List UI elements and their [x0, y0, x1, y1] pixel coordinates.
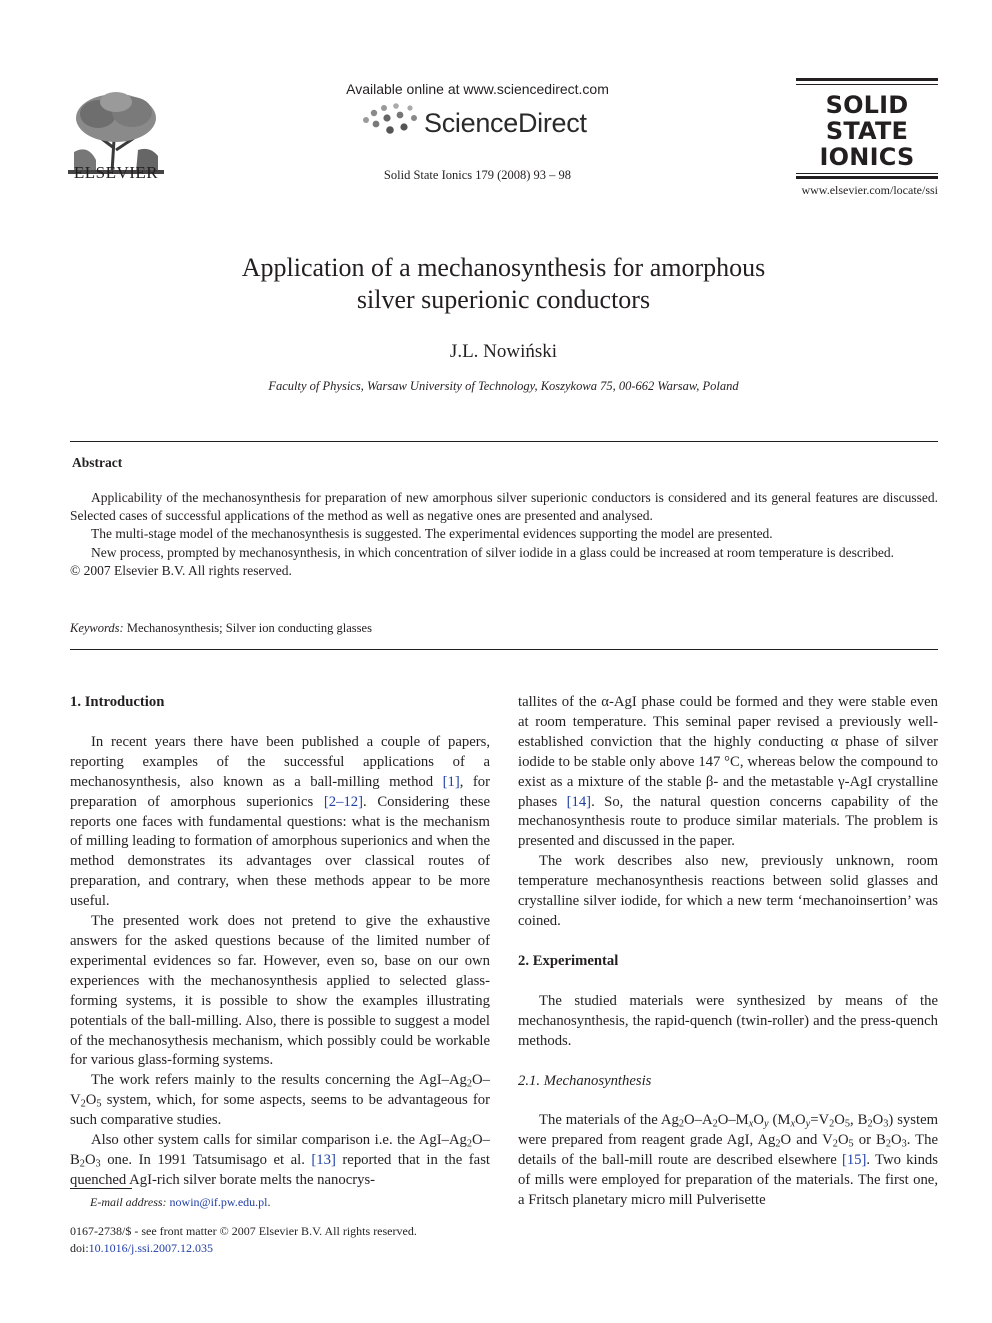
- abstract-body: [70, 489, 938, 580]
- mechanosynthesis-paragraph: The materials of the $Ag_2O-A_2O-M_xO_y$ ($M_xO_y=V_2O_5$, $B_2O_3$) system were prepared from reagent grade AgI, $Ag_2O$ and $V_2O_5$ or $B_2O_3$. The details of the ball-mill route are described elsewhere [15]. Two kinds of mills were employed for preparation of the materials. The first one, a Fritsch planetary micro mill Pulverisette: [518, 1112, 939, 1209]
- sciencedirect-wordmark: ScienceDirect: [424, 108, 587, 138]
- email-link[interactable]: nowin@if.pw.edu.pl: [169, 1195, 268, 1209]
- footnote-rule: [70, 1188, 132, 1189]
- intro-paragraph-1: In recent years there have been published a couple of papers, reporting examples of the successful applications of a mechanosynthesis, also known as a ball-milling method [1], for preparation of amorphous superionics [2–12]. Considering these reports one faces with fundamental questions: what is the mechanism of milling leading to formation of amorphous superionics and when the method demonstrates its advantages over classical routes of preparation, and contrary, when these methods appear to be more useful.: [70, 733, 490, 910]
- footnote-issn: 0167-2738/$ - see front matter © 2007 Elsevier B.V. All rights reserved.: [70, 1224, 417, 1238]
- article-title-line2: silver superionic conductors: [356, 285, 651, 314]
- keywords-list: Mechanosynthesis; Silver ion conducting glasses: [126, 621, 372, 635]
- right-column: [518, 693, 938, 1211]
- citation-link[interactable]: [1]: [442, 773, 460, 790]
- section-heading-experimental: 2. Experimental: [518, 952, 619, 969]
- sciencedirect-logo: [360, 100, 620, 144]
- citation-link[interactable]: [2–12]: [323, 793, 364, 810]
- email-label: E-mail address:: [90, 1195, 167, 1209]
- citation-link[interactable]: [15]: [841, 1152, 867, 1169]
- experimental-paragraph: The studied materials were synthesized by means of the mechanosynthesis, the rapid-quench (twin-roller) and the press-quench methods.: [518, 992, 938, 1049]
- intro-paragraph-4-cont: tallites of the α-AgI phase could be formed and they were stable even at room temperature. This seminal paper revised a previously well-established conviction that the highly conducting α phase of silver iodide to be stable only above 147 °C, whereas below the compound to exist as a mixture of the stable β- and the metastable γ-AgI crystalline phases [14]. So, the natural question concerns capability of the mechanosynthesis route to produce similar materials. The problem is presented and discussed in the paper.: [518, 694, 938, 850]
- elsevier-wordmark: ELSEVIER: [73, 163, 159, 182]
- journal-url[interactable]: www.elsevier.com/locate/ssi: [801, 183, 938, 197]
- divider-bottom: [70, 649, 938, 650]
- journal-logo-line3: IONICS: [819, 143, 915, 171]
- abstract-copyright: © 2007 Elsevier B.V. All rights reserved.: [70, 562, 292, 578]
- divider-top: [70, 441, 938, 442]
- abstract-heading: Abstract: [72, 455, 123, 470]
- article-title-line1: Application of a mechanosynthesis for amorphous: [241, 253, 766, 282]
- intro-paragraph-2: The presented work does not pretend to give the exhaustive answers for the asked questions because of the limited number of experimental evidences so far. However, even so, base on our own experiences with the mechanosynthesis applied to selected glass-forming systems, it is possible to show the examples illustrating potentials of the ball-milling. Also, there is possible to suggest a model of the mechanosythesis mechanism, which possibly could be workable for various glass-forming systems.: [70, 913, 490, 1069]
- journal-logo: [796, 78, 938, 178]
- footnote-email: E-mail address: nowin@if.pw.edu.pl.: [90, 1195, 271, 1209]
- keywords: [70, 621, 372, 636]
- footnote-doi: [70, 1241, 213, 1256]
- journal-logo-line1: SOLID: [825, 91, 909, 119]
- keywords-label: Keywords:: [70, 621, 124, 635]
- section-heading-introduction: 1. Introduction: [70, 694, 165, 710]
- intro-paragraph-5: The work describes also new, previously unknown, room temperature mechanosynthesis reactions between solid glasses and crystalline silver iodide, for which a new term ‘mechanoinsertion’ was coined.: [518, 853, 938, 929]
- intro-paragraph-3: The work refers mainly to the results concerning the AgI–$Ag_2O-V_2O_5$ system, which, for some aspects, seems to be advantageous for such comparative studies.: [70, 1072, 490, 1129]
- citation-link[interactable]: [13]: [311, 1151, 336, 1168]
- author-affiliation: Faculty of Physics, Warsaw University of Technology, Koszykowa 75, 00-662 Warsaw, Poland: [268, 379, 739, 393]
- abstract-paragraph: The multi-stage model of the mechanosynthesis is suggested. The experimental evidences supporting the model are presented.: [91, 526, 773, 542]
- abstract-paragraph: Applicability of the mechanosynthesis for preparation of new amorphous silver superionic conductors is considered and its general features are discussed. Selected cases of successful applications of the method as well as negative ones are presented and analysed.: [70, 490, 938, 524]
- journal-logo-line2: STATE: [825, 117, 909, 145]
- intro-paragraph-4: Also other system calls for similar comparison i.e. the AgI–$Ag_2O-B_2O_3$ one. In 1991 Tatsumisago et al. [13] reported that in the fast quenched AgI-rich silver borate melts the nanocrys-: [70, 1132, 490, 1188]
- available-online-text: Available online at www.sciencedirect.com: [346, 81, 609, 97]
- journal-citation: Solid State Ionics 179 (2008) 93 – 98: [383, 168, 572, 182]
- subsection-heading-mechanosynthesis: 2.1. Mechanosynthesis: [518, 1072, 652, 1089]
- sciencedirect-dots-icon: [360, 100, 424, 144]
- abstract-paragraph: New process, prompted by mechanosynthesis, in which concentration of silver iodide in a glass could be increased at room temperature is described.: [91, 544, 895, 560]
- doi-label: doi:: [70, 1241, 89, 1255]
- article-title: [150, 252, 857, 316]
- citation-link[interactable]: [14]: [566, 793, 592, 810]
- author-name: J.L. Nowiński: [449, 341, 558, 362]
- left-column: [70, 693, 490, 1191]
- doi-link[interactable]: 10.1016/j.ssi.2007.12.035: [88, 1241, 214, 1255]
